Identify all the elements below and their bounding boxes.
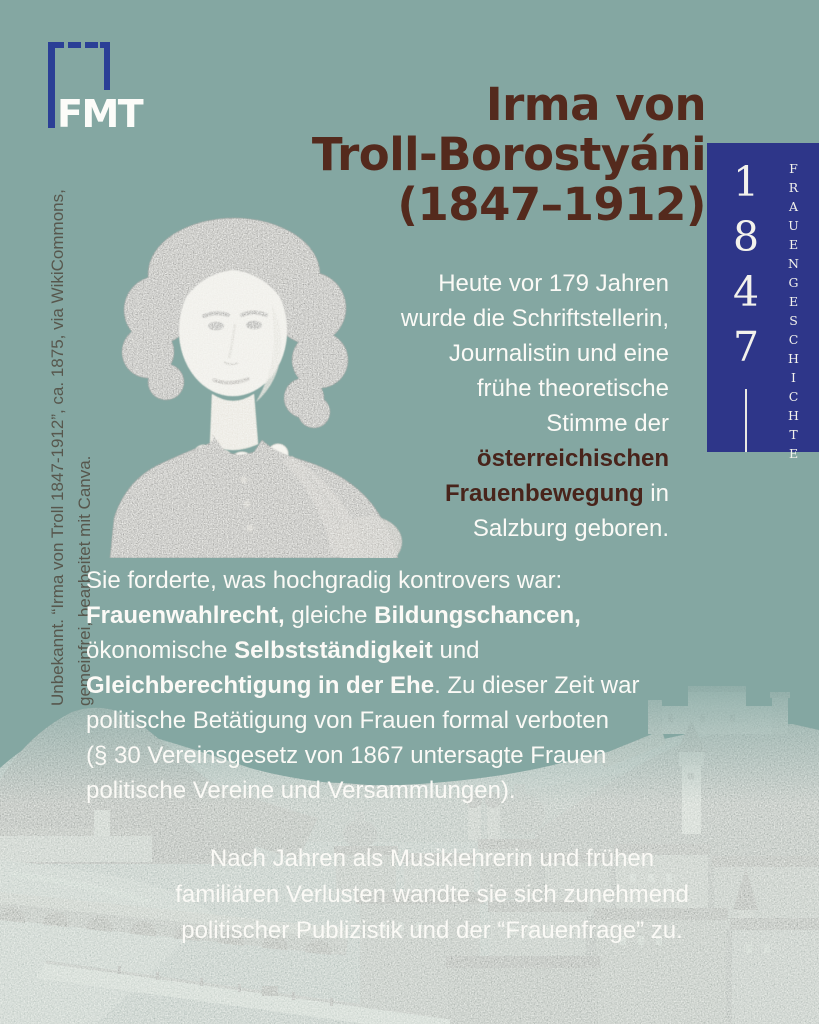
intro-paragraph <box>401 266 669 546</box>
banner-label: FRAUENGESCHICHTE <box>786 161 801 465</box>
title-line-1: Irma von <box>485 78 706 131</box>
highlight-bildungschancen: Bildungschancen, <box>374 602 581 629</box>
intro-line: Salzburg geboren. <box>472 515 669 542</box>
highlight-selbststaendigkeit: Selbstständigkeit <box>234 637 433 664</box>
banner-divider <box>745 389 747 452</box>
title-line-2: Troll-Borostyáni <box>311 128 706 181</box>
intro-line: Journalistin und eine <box>448 340 669 367</box>
demands-paragraph <box>86 563 639 808</box>
highlight-gleichberechtigung: Gleichberechtigung in der Ehe <box>86 672 435 699</box>
portrait-photo <box>96 212 406 558</box>
demands-line: Gleichberechtigung in der Ehe. Zu dieser Zeit war <box>86 672 640 699</box>
intro-line: Heute vor 179 Jahren <box>438 270 669 297</box>
portrait-dress <box>110 434 402 558</box>
banner-year: 1847 <box>722 158 770 378</box>
portrait-face <box>179 250 287 420</box>
intro-line: wurde die Schriftstellerin, <box>400 305 669 332</box>
fmt-logo-mark <box>48 42 55 128</box>
career-line: politischer Publizistik und der “Frauenfrage” zu. <box>181 917 683 944</box>
credit-line-1: Unbekannt. “Irma von Troll 1847-1912”, ca. 1875, via WikiCommons, <box>48 189 67 706</box>
career-line: familiären Verlusten wandte sie sich zunehmend <box>175 881 689 908</box>
demands-line: (§ 30 Vereinsgesetz von 1867 untersagte Frauen <box>86 742 607 769</box>
fmt-logo-text: FMT <box>57 92 143 136</box>
career-paragraph <box>118 841 746 949</box>
main-title <box>312 80 706 230</box>
demands-line: politische Vereine und Versammlungen). <box>86 777 516 804</box>
career-line: Nach Jahren als Musiklehrerin und frühen <box>209 845 655 872</box>
intro-line <box>401 441 669 476</box>
credit-line-2: gemeinfrei, bearbeitet mit Canva. <box>75 455 94 706</box>
demands-line: Sie forderte, was hochgradig kontrovers war: <box>86 567 563 594</box>
intro-line: Stimme der <box>546 410 669 437</box>
demands-line: ökonomische Selbstständigkeit und <box>86 637 480 664</box>
banner-year-column <box>722 158 770 452</box>
highlight-frauenbewegung: Frauenbewegung <box>444 480 644 507</box>
fmt-logo <box>48 42 188 136</box>
year-banner <box>707 143 819 465</box>
highlight-oesterreichischen: österreichischen <box>476 445 669 472</box>
demands-line: politische Betätigung von Frauen formal verboten <box>86 707 609 734</box>
intro-line: frühe theoretische <box>476 375 669 402</box>
title-line-3: (1847–1912) <box>397 178 706 231</box>
highlight-frauenwahlrecht: Frauenwahlrecht, <box>86 602 285 629</box>
intro-line: Frauenbewegung in <box>444 480 669 507</box>
demands-line: Frauenwahlrecht, gleiche Bildungschancen, <box>86 602 581 629</box>
